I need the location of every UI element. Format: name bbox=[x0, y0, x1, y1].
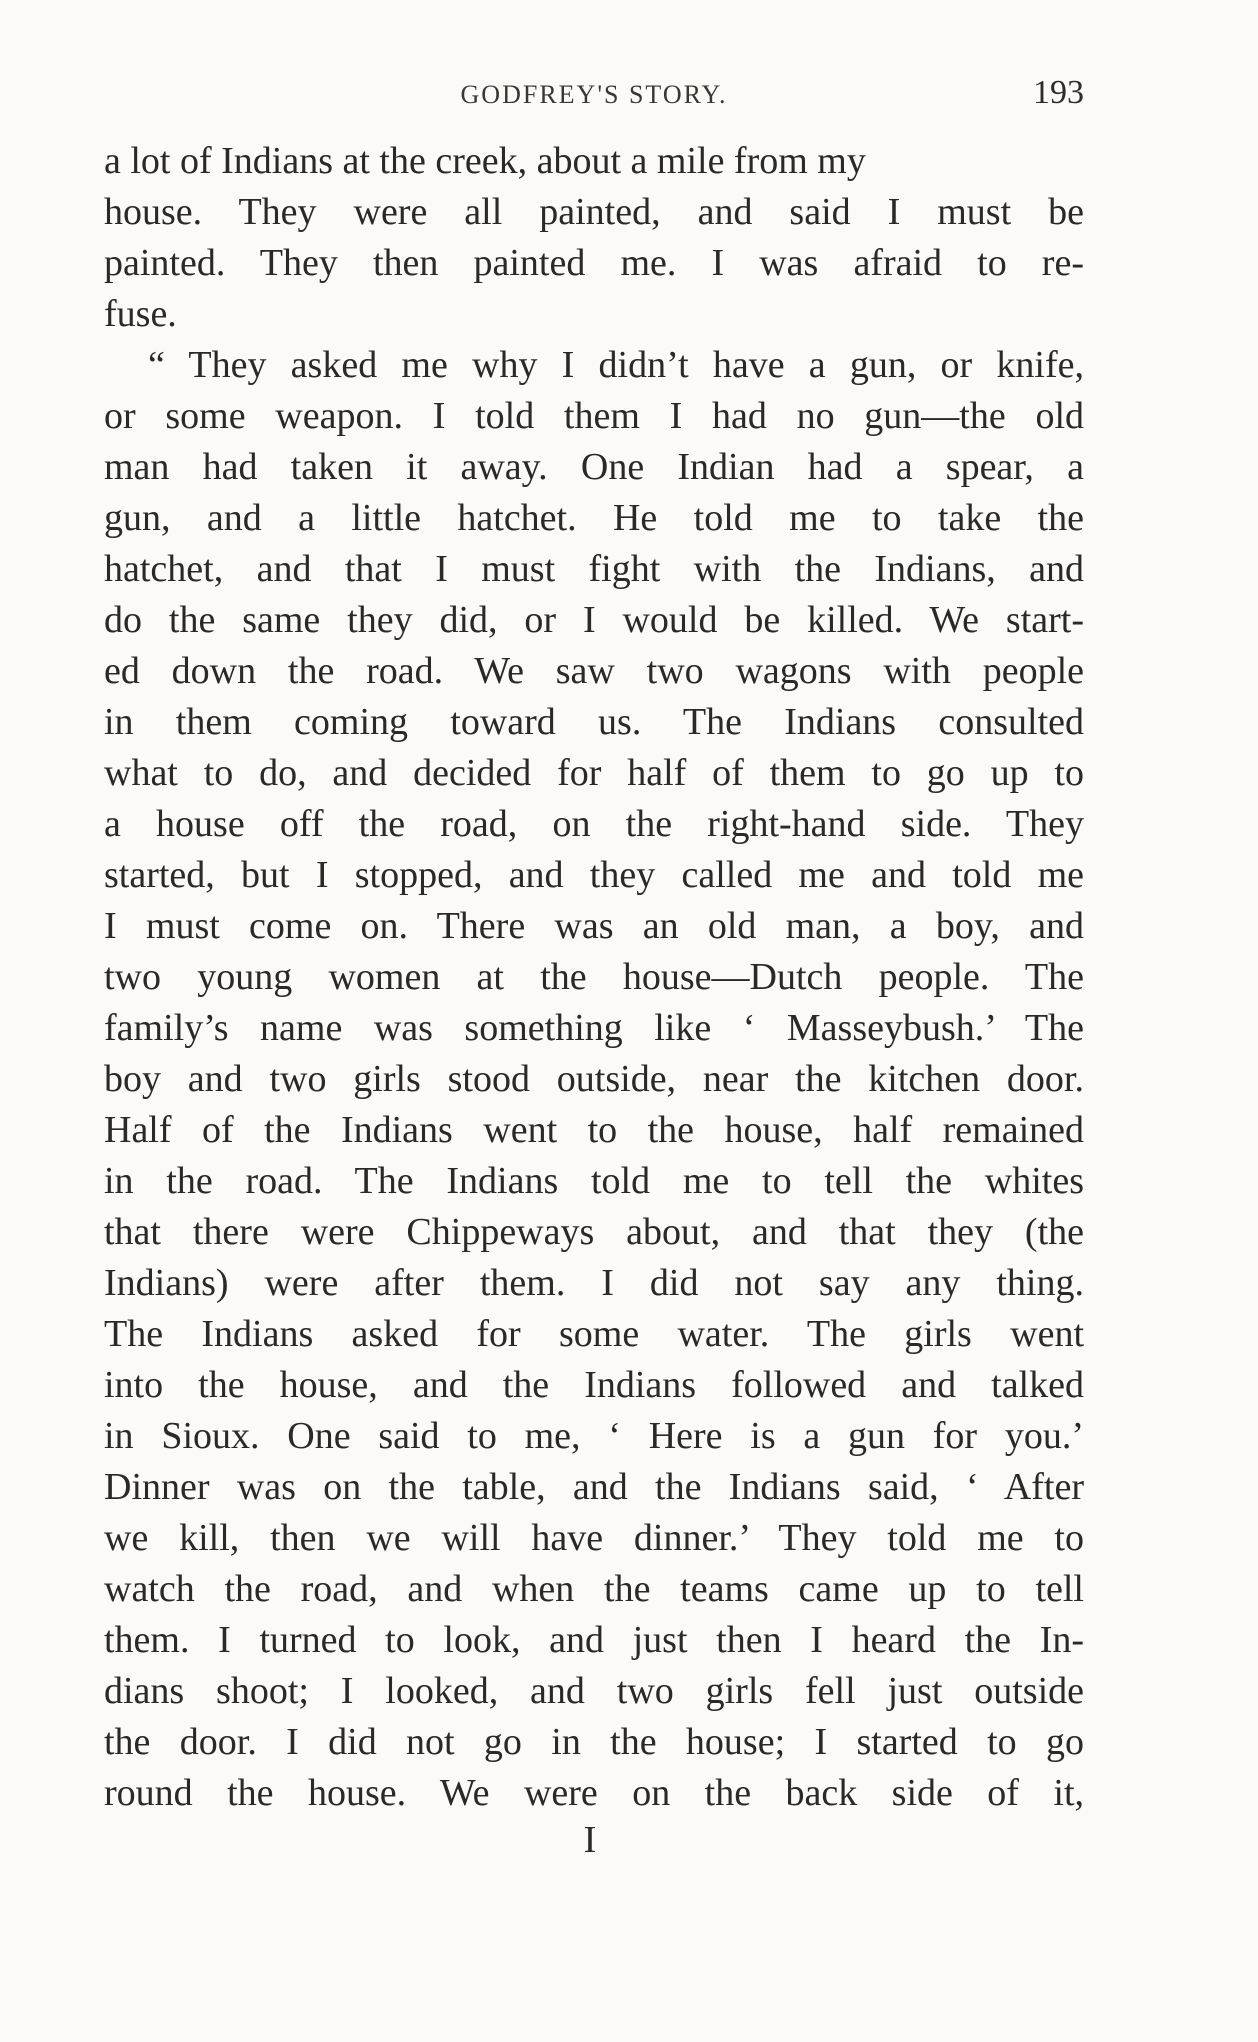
running-head bbox=[104, 72, 1084, 122]
text-line: or some weapon. I told them I had no gun—the old bbox=[104, 395, 1084, 437]
text-line: ed down the road. We saw two wagons with people bbox=[104, 650, 1084, 692]
text-line: gun, and a little hatchet. He told me to take the bbox=[104, 497, 1084, 539]
text-line: what to do, and decided for half of them to go up to bbox=[104, 752, 1084, 794]
text-line: The Indians asked for some water. The girls went bbox=[104, 1313, 1084, 1355]
body-text bbox=[104, 136, 1084, 1819]
text-line: we kill, then we will have dinner.’ They told me to bbox=[104, 1517, 1084, 1559]
text-line: Half of the Indians went to the house, half remained bbox=[104, 1109, 1084, 1151]
text-line: round the house. We were on the back side of it, bbox=[104, 1772, 1084, 1814]
text-line: that there were Chippeways about, and that they (the bbox=[104, 1211, 1084, 1253]
text-line: boy and two girls stood outside, near the kitchen door. bbox=[104, 1058, 1084, 1100]
text-line: in the road. The Indians told me to tell the whites bbox=[104, 1160, 1084, 1202]
text-line: a lot of Indians at the creek, about a mile from my bbox=[104, 140, 866, 182]
text-line: two young women at the house—Dutch people. The bbox=[104, 956, 1084, 998]
text-line: Indians) were after them. I did not say any thing. bbox=[104, 1262, 1084, 1304]
text-line: Dinner was on the table, and the Indians said, ‘ After bbox=[104, 1466, 1084, 1508]
signature-mark: I bbox=[583, 1819, 597, 1861]
text-line: I must come on. There was an old man, a boy, and bbox=[104, 905, 1084, 947]
text-line: dians shoot; I looked, and two girls fell just outside bbox=[104, 1670, 1084, 1712]
text-line: fuse. bbox=[104, 293, 177, 335]
text-line: the door. I did not go in the house; I started to go bbox=[104, 1721, 1084, 1763]
text-line: “ They asked me why I didn’t have a gun, or knife, bbox=[148, 344, 1084, 386]
page-number: 193 bbox=[1033, 74, 1084, 111]
text-line: watch the road, and when the teams came up to tell bbox=[104, 1568, 1084, 1610]
text-line: do the same they did, or I would be killed. We start- bbox=[104, 599, 1084, 641]
text-line: in Sioux. One said to me, ‘ Here is a gun for you.’ bbox=[104, 1415, 1084, 1457]
text-line: a house off the road, on the right-hand side. They bbox=[104, 803, 1084, 845]
text-line: in them coming toward us. The Indians consulted bbox=[104, 701, 1084, 743]
text-line: them. I turned to look, and just then I heard the In- bbox=[104, 1619, 1084, 1661]
text-line: painted. They then painted me. I was afraid to re- bbox=[104, 242, 1084, 284]
text-line: family’s name was something like ‘ Masseybush.’ The bbox=[104, 1007, 1084, 1049]
running-title: GODFREY'S STORY. bbox=[460, 80, 728, 109]
text-line: house. They were all painted, and said I must be bbox=[104, 191, 1084, 233]
text-line: started, but I stopped, and they called me and told me bbox=[104, 854, 1084, 896]
text-line: man had taken it away. One Indian had a spear, a bbox=[104, 446, 1084, 488]
text-line: hatchet, and that I must fight with the Indians, and bbox=[104, 548, 1084, 590]
text-line: into the house, and the Indians followed and talked bbox=[104, 1364, 1084, 1406]
